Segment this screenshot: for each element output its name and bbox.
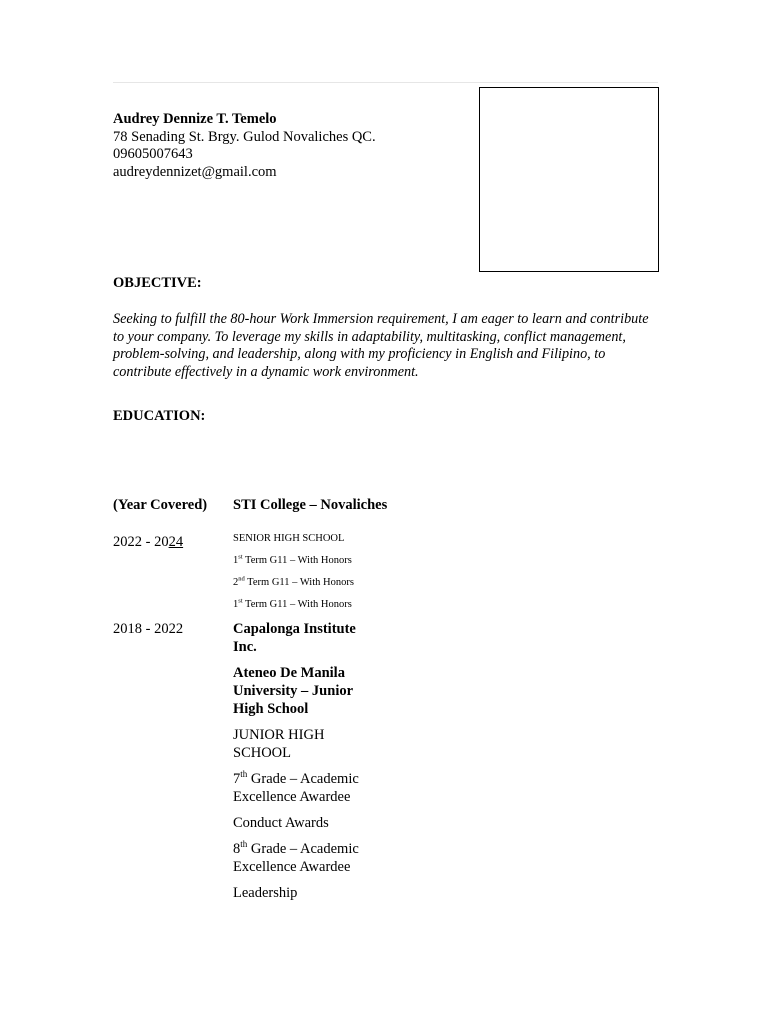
shs-year <box>113 534 183 551</box>
photo-placeholder <box>479 87 659 272</box>
objective-text: Seeking to fulfill the 80-hour Work Immersion requirement, I am eager to learn and contribute to your company. To leverage my skills in adaptability, multitasking, conflict management, problem-solving, and leadership, along with my proficiency in English and Filipino, to contribute effectively in a dynamic work environment. <box>113 311 649 380</box>
phone-number: 09605007643 <box>113 146 193 162</box>
address: 78 Senading St. Brgy. Gulod Novaliches QC. <box>113 128 376 145</box>
applicant-name: Audrey Dennize T. Temelo <box>113 111 277 127</box>
email-address: audreydennizet@gmail.com <box>113 163 277 180</box>
jhs-school-1: Capalonga Institute Inc. <box>233 621 356 655</box>
jhs-level: JUNIOR HIGH SCHOOL <box>233 727 325 761</box>
shs-year-start: 2022 - 20 <box>113 534 169 550</box>
jhs-conduct-awards: Conduct Awards <box>233 815 329 831</box>
shs-year-end: 24 <box>168 534 184 550</box>
contact-block <box>113 111 376 181</box>
shs-award-2: 2nd Term G11 – With Honors <box>233 575 354 588</box>
shs-award-1: 1st Term G11 – With Honors <box>233 553 352 566</box>
jhs-details <box>233 620 363 910</box>
jhs-year: 2018 - 2022 <box>113 621 184 637</box>
objective-heading: OBJECTIVE: <box>113 275 202 291</box>
school-column-header: STI College – Novaliches <box>233 497 388 513</box>
header-divider <box>113 82 658 83</box>
education-heading: EDUCATION: <box>113 408 206 424</box>
shs-level: SENIOR HIGH SCHOOL <box>233 533 345 544</box>
jhs-award-7th-grade: 7th Grade – Academic Excellence Awardee <box>233 769 359 805</box>
jhs-award-8th-grade: 8th Grade – Academic Excellence Awardee <box>233 839 359 875</box>
shs-award-3: 1st Term G11 – With Honors <box>233 597 352 610</box>
year-column-header: (Year Covered) <box>113 497 208 513</box>
jhs-school-2: Ateneo De Manila University – Junior High School <box>233 665 353 717</box>
jhs-leadership: Leadership <box>233 885 298 901</box>
